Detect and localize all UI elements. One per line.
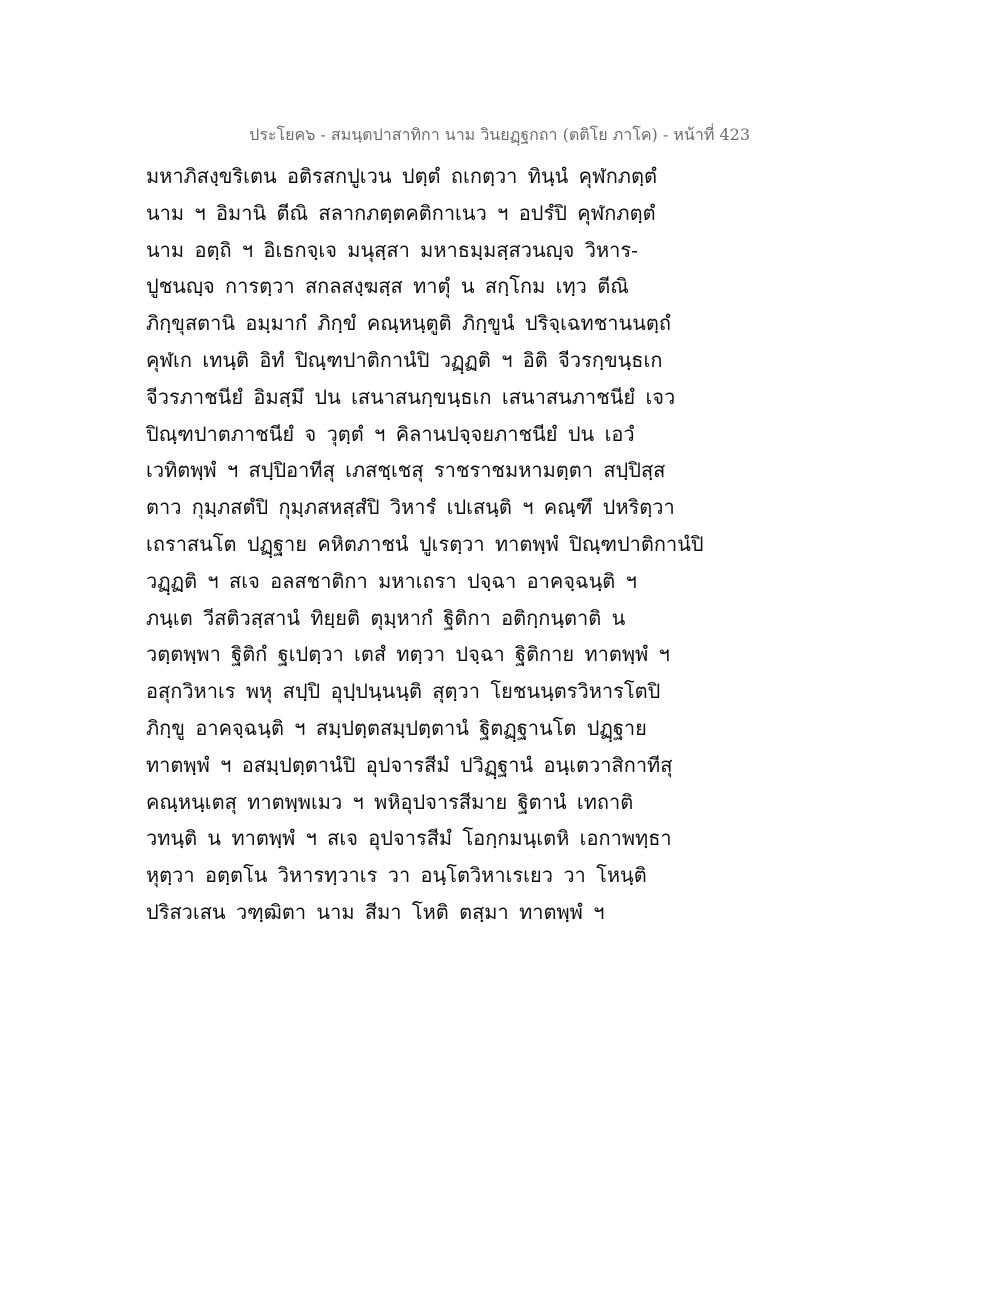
text-line: จีวรภาชนียํ อิมสฺมึ ปน เสนาสนกฺขนฺธเก เสนาสนภาชนียํ เจว — [146, 384, 676, 409]
text-line: นาม อตฺถิ ฯ อิเธกจฺเจ มนุสฺสา มหาธมฺมสฺสวนญฺจ วิหาร- — [146, 237, 638, 262]
text-line: คณฺหนฺเตสุ ทาตพฺพเมว ฯ พหิอุปจารสีมาย ฐิตานํ เทถาติ — [146, 789, 634, 814]
body-text — [146, 158, 706, 931]
text-line: อสุกวิหาเร พหุ สปฺปิ อุปฺปนฺนนฺติ สุตฺวา โยชนนฺตรวิหารโตปิ — [146, 679, 661, 704]
text-line: ทาตพฺพํ ฯ อสมฺปตฺตานํปิ อุปจารสีมํ ปวิฏฺฐานํ อนฺเตวาสิกาทีสุ — [146, 752, 673, 777]
text-line: คุฬเก เทนฺติ อิทํ ปิณฺฑปาติกานํปิ วฏฺฏติ ฯ อิติ จีวรกฺขนฺธเก — [146, 347, 663, 372]
text-line: มหาภิสงฺขริเตน อติรสกปูเวน ปตฺตํ ถเกตฺวา ทินฺนํ คุฬกภตฺตํ — [146, 164, 657, 188]
text-line: นาม ฯ อิมานิ ตีณิ สลากภตฺตคติกาเนว ฯ อปรํปิ คุฬกภตฺตํ — [146, 200, 656, 225]
text-line: ภนฺเต วีสติวสฺสานํ ทิยฺยติ ตุมฺหากํ ฐิติกา อติกฺกนฺตาติ น — [146, 605, 626, 630]
text-line: วฏฺฏติ ฯ สเจ อลสชาติกา มหาเถรา ปจฺฉา อาคจฺฉนฺติ ฯ — [146, 568, 637, 593]
text-line: ตาว กุมฺภสตํปิ กุมฺภสหสฺสํปิ วิหารํ เปเสนฺติ ฯ คณฺฑึ ปหริตฺวา — [146, 495, 675, 520]
text-line: เถราสนโต ปฏฺฐาย คหิตภาชนํ ปูเรตฺวา ทาตพฺพํ ปิณฺฑปาติกานํปิ — [146, 531, 704, 556]
text-line: ภิกฺขุสตานิ อมฺมากํ ภิกฺขํ คณฺหนฺตูติ ภิกฺขูนํ ปริจฺเฉทชานนตฺถํ — [146, 311, 671, 336]
text-line: วตฺตพฺพา ฐิติกํ ฐเปตฺวา เตสํ ทตฺวา ปจฺฉา ฐิติกาย ทาตพฺพํ ฯ — [146, 642, 670, 667]
text-line: ปูชนญฺจ การตฺวา สกลสงฺฆสฺส ทาตุํ น สกฺโกม เทฺว ตีณิ — [146, 274, 629, 299]
text-line: ปิณฺฑปาตภาชนียํ จ วุตฺตํ ฯ คิลานปจฺจยภาชนียํ ปน เอวํ — [146, 421, 635, 446]
text-line: วทนฺติ น ทาตพฺพํ ฯ สเจ อุปจารสีมํ โอกฺกมนฺเตหิ เอกาพทฺธา — [146, 826, 672, 851]
text-line: เวทิตพฺพํ ฯ สปฺปิอาทีสุ เภสชฺเชสุ ราชราชมหามตฺตา สปฺปิสฺส — [146, 458, 666, 483]
text-line: ปริสวเสน วฑฺฒิตา นาม สีมา โหติ ตสฺมา ทาตพฺพํ ฯ — [146, 899, 605, 924]
page-header: ประโยค๖ - สมนฺตปาสาทิกา นาม วินยฏฺฐกถา (ตติโย ภาโค) - หน้าที่ 423 — [249, 125, 750, 144]
text-line: หุตฺวา อตฺตโน วิหารทฺวาเร วา อนฺโตวิหาเรเยว วา โหนฺติ — [146, 863, 647, 888]
text-line: ภิกฺขู อาคจฺฉนฺติ ฯ สมฺปตฺตสมฺปตฺตานํ ฐิตฏฺฐานโต ปฏฺฐาย — [146, 715, 647, 740]
